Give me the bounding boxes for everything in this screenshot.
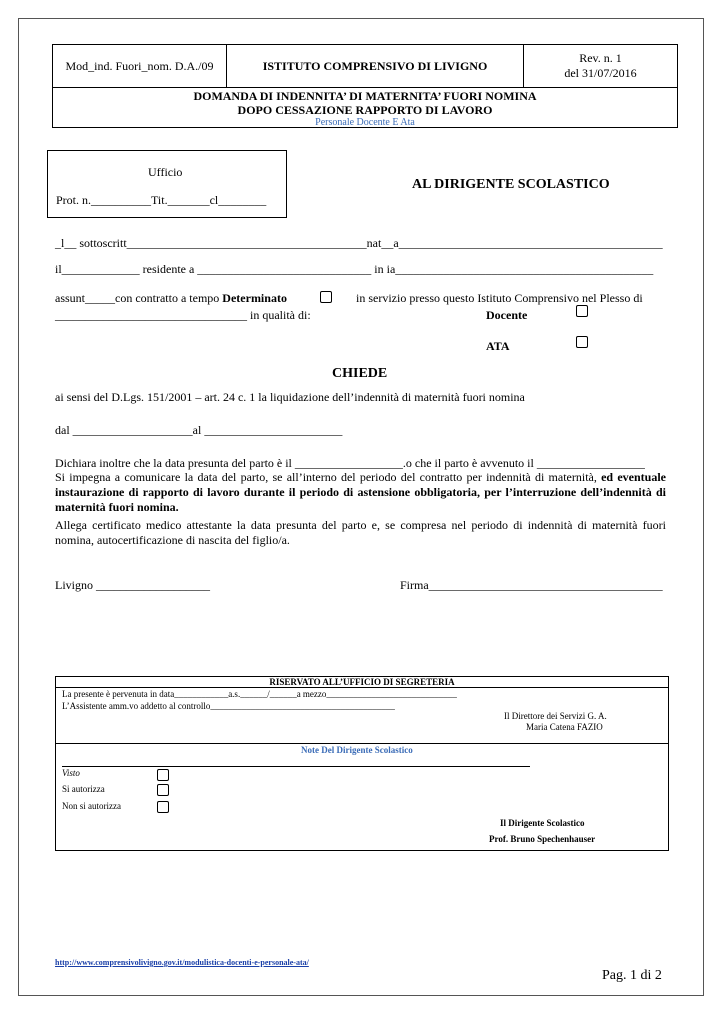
docente-label: Docente xyxy=(486,308,528,322)
authorize-checkbox[interactable] xyxy=(157,784,169,796)
name-birth-field[interactable]: _l__ sottoscritt________________________________________nat__a____________________________________________ xyxy=(55,236,663,250)
module-code: Mod_ind. Fuori_nom. D.A./09 xyxy=(53,45,227,87)
form-subtitle: Personale Docente E Ata xyxy=(315,117,415,128)
header-table xyxy=(52,44,678,128)
commitment-paragraph xyxy=(55,470,666,515)
page-number: Pag. 1 di 2 xyxy=(602,968,662,983)
header-row xyxy=(53,45,677,88)
revision-date: del 31/07/2016 xyxy=(564,66,637,80)
protocol-field[interactable]: Prot. n.__________Tit._______cl________ xyxy=(56,193,267,207)
role-field[interactable]: ________________________________ in qualità di: xyxy=(55,308,311,322)
reserved-divider xyxy=(56,743,668,744)
notes-line[interactable] xyxy=(62,766,530,767)
birthdate-residence-field[interactable]: il_____________ residente a _____________________________ in ia___________________________________________ xyxy=(55,262,654,276)
visto-label: Visto xyxy=(62,768,80,778)
determinato-checkbox[interactable] xyxy=(320,291,332,303)
form-title xyxy=(53,87,677,129)
law-reference: ai sensi del D.Lgs. 151/2001 – art. 24 c. 1 la liquidazione dell’indennità di maternità fuori nomina xyxy=(55,390,525,404)
reserved-office-box xyxy=(55,676,669,851)
period-field[interactable]: dal ____________________al _______________________ xyxy=(55,423,343,437)
docente-checkbox[interactable] xyxy=(576,305,588,317)
recipient: AL DIRIGENTE SCOLASTICO xyxy=(412,177,610,192)
reserved-title: RISERVATO ALL’UFFICIO DI SEGRETERIA xyxy=(56,677,668,688)
not-authorize-checkbox[interactable] xyxy=(157,801,169,813)
title-line-2: DOPO CESSAZIONE RAPPORTO DI LAVORO xyxy=(237,103,493,117)
place-date-field[interactable]: Livigno ___________________ xyxy=(55,578,210,592)
principal-name: Prof. Bruno Spechenhauser xyxy=(489,834,596,844)
signature-field[interactable]: Firma_______________________________________ xyxy=(400,578,663,592)
title-line-1: DOMANDA DI INDENNITA’ DI MATERNITA’ FUORI NOMINA xyxy=(193,89,537,103)
institute-name: ISTITUTO COMPRENSIVO DI LIVIGNO xyxy=(227,45,524,87)
not-authorize-label: Non si autorizza xyxy=(62,801,121,811)
determinato-label: Determinato xyxy=(222,291,287,305)
controller-field[interactable]: L’Assistente amm.vo addetto al controllo_________________________________________ xyxy=(62,701,395,711)
commitment-text: Si impegna a comunicare la data del parto, se all’interno del periodo del contratto per indennità di maternità, xyxy=(55,470,602,484)
contract-prefix: assunt_____con contratto a tempo xyxy=(55,291,223,305)
principal-role: Il Dirigente Scolastico xyxy=(500,818,585,828)
birth-date-declaration[interactable]: Dichiara inoltre che la data presunta del parto è il __________________.o che il parto è avvenuto il __________________ xyxy=(55,456,645,470)
footer-link[interactable]: http://www.comprensivolivigno.gov.it/modulistica-docenti-e-personale-ata/ xyxy=(55,958,309,967)
service-text: in servizio presso questo Istituto Comprensivo nel Plesso di xyxy=(356,291,643,305)
director-name: Maria Catena FAZIO xyxy=(526,722,603,732)
ata-checkbox[interactable] xyxy=(576,336,588,348)
visto-checkbox[interactable] xyxy=(157,769,169,781)
notes-title: Note Del Dirigente Scolastico xyxy=(301,745,413,755)
chiede-heading: CHIEDE xyxy=(332,366,388,381)
ata-label: ATA xyxy=(486,339,510,353)
received-date-field[interactable]: La presente è pervenuta in data____________a.s.______/______a mezzo_____________________________ xyxy=(62,689,457,699)
contract-line xyxy=(55,291,287,306)
commitment-bold-text: ed eventuale instaurazione di rapporto di lavoro durante il periodo di astensione obbligatoria, per l’interruzione dell’indennità di maternità fuori nomina. xyxy=(55,470,667,514)
revision-number: Rev. n. 1 xyxy=(579,51,622,65)
attachment-paragraph: Allega certificato medico attestante la data presunta del parto e, se compresa nel periodo di indennità di maternità fuori nomina, autocertificazione di nascita del figlio/a. xyxy=(55,518,666,547)
office-label: Ufficio xyxy=(148,165,183,179)
office-box xyxy=(47,150,287,218)
authorize-label: Si autorizza xyxy=(62,784,105,794)
revision-cell xyxy=(524,45,677,87)
director-role: Il Direttore dei Servizi G. A. xyxy=(504,711,607,721)
